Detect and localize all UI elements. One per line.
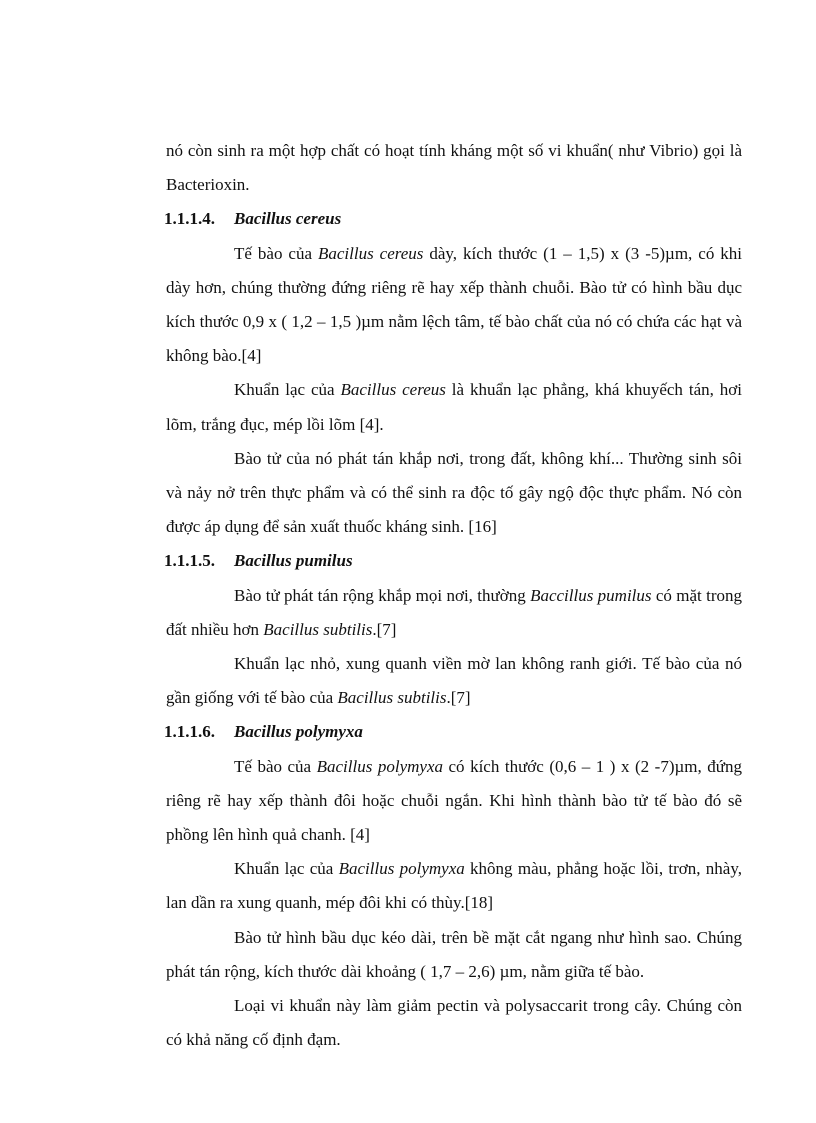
- section-bacillus-pumilus: [166, 544, 742, 715]
- section-bacillus-polymyxa: [166, 715, 742, 1057]
- section-heading: [164, 202, 742, 236]
- section-bacillus-cereus: [166, 202, 742, 544]
- section-title: Bacillus cereus: [234, 209, 342, 229]
- paragraph: Khuẩn lạc của Bacillus polymyxa không màu, phẳng hoặc lồi, trơn, nhày, lan dần ra xung quanh, mép đôi khi có thùy.[18]: [166, 859, 742, 913]
- intro-paragraph: nó còn sinh ra một hợp chất có hoạt tính kháng một số vi khuẩn( như Vibrio) gọi là Bacterioxin.: [166, 141, 742, 195]
- section-title: Bacillus polymyxa: [234, 722, 363, 742]
- section-number: 1.1.1.6.: [164, 722, 215, 742]
- paragraph: Tế bào của Bacillus cereus dày, kích thước (1 – 1,5) x (3 -5)µm, có khi dày hơn, chúng thường đứng riêng rẽ hay xếp thành chuỗi. Bào tử có hình bầu dục kích thước 0,9 x ( 1,2 – 1,5 )µm nằm lệch tâm, tế bào chất của nó có chứa các hạt và không bào.[4]: [166, 243, 743, 366]
- paragraph: Tế bào của Bacillus polymyxa có kích thước (0,6 – 1 ) x (2 -7)µm, đứng riêng rẽ hay xếp thành đôi hoặc chuỗi ngắn. Khi hình thành bào tử tế bào đó sẽ phồng lên hình quả chanh. [4]: [166, 756, 742, 845]
- section-heading: [164, 715, 742, 749]
- paragraph: Bào tử của nó phát tán khắp nơi, trong đất, không khí... Thường sinh sôi và nảy nở trên thực phẩm và có thể sinh ra độc tố gây ngộ độc thực phẩm. Nó còn được áp dụng để sản xuất thuốc kháng sinh. [16]: [166, 448, 742, 537]
- section-number: 1.1.1.5.: [164, 551, 215, 571]
- paragraph: Loại vi khuẩn này làm giảm pectin và polysaccarit trong cây. Chúng còn có khả năng cố định đạm.: [166, 996, 742, 1050]
- paragraph: Khuẩn lạc nhỏ, xung quanh viền mờ lan không ranh giới. Tế bào của nó gần giống với tế bào của Bacillus subtilis.[7]: [166, 654, 742, 708]
- section-number: 1.1.1.4.: [164, 209, 215, 229]
- paragraph: Bào tử phát tán rộng khắp mọi nơi, thường Baccillus pumilus có mặt trong đất nhiều hơn Bacillus subtilis.[7]: [166, 585, 742, 639]
- paragraph: Bào tử hình bầu dục kéo dài, trên bề mặt cắt ngang như hình sao. Chúng phát tán rộng, kích thước dài khoảng ( 1,7 – 2,6) µm, nằm giữa tế bào.: [166, 927, 742, 981]
- section-heading: [164, 544, 742, 578]
- paragraph: Khuẩn lạc của Bacillus cereus là khuẩn lạc phẳng, khá khuyếch tán, hơi lõm, trắng đục, mép lồi lõm [4].: [166, 380, 742, 434]
- section-title: Bacillus pumilus: [234, 551, 353, 571]
- document-page: [166, 134, 742, 1057]
